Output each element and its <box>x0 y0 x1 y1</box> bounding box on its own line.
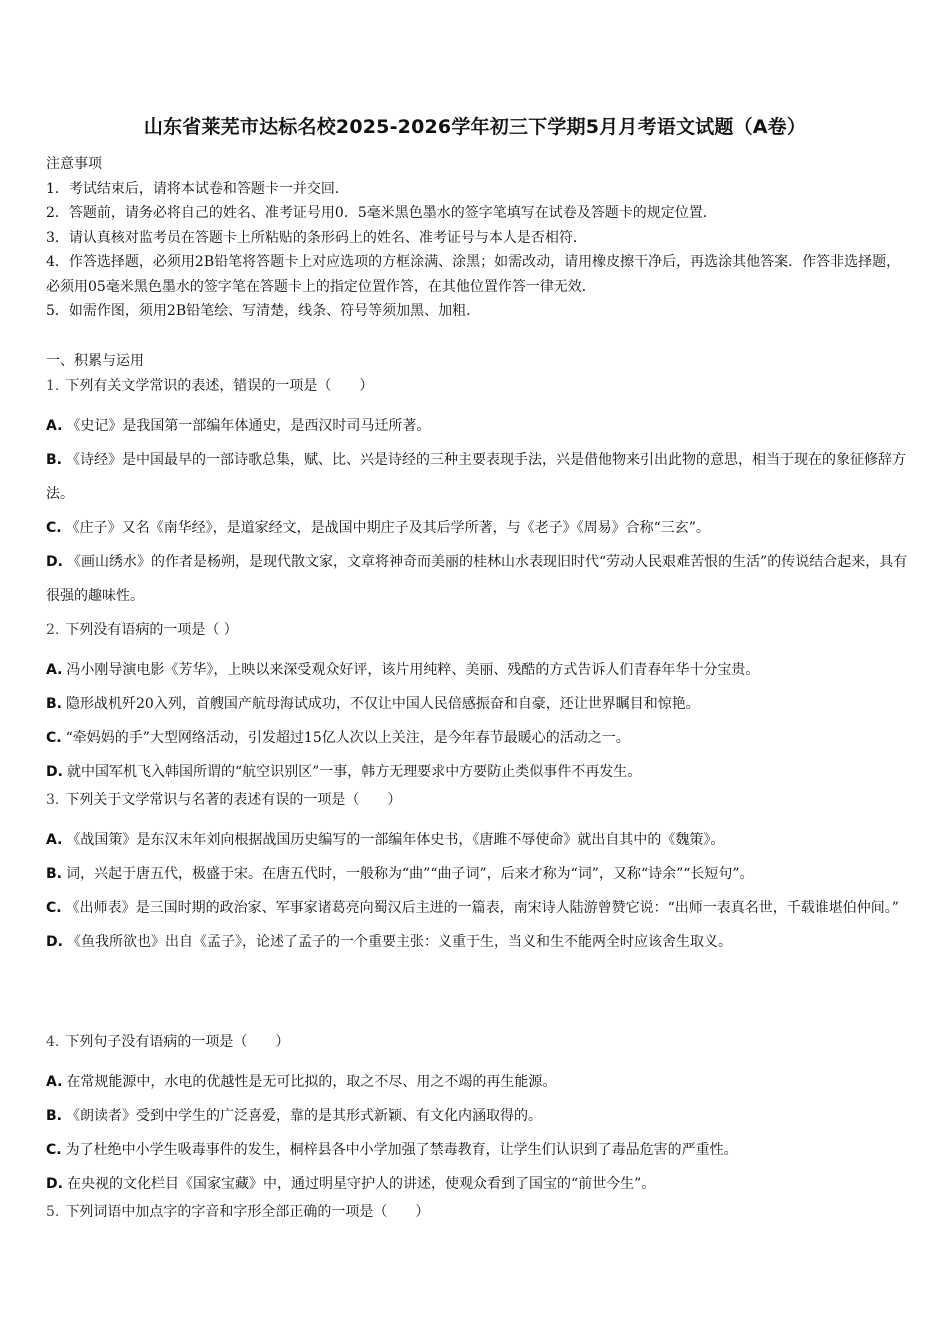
question-number: 1. <box>46 378 60 394</box>
option-label: A. <box>46 1074 63 1090</box>
question-stem <box>46 1201 908 1235</box>
option-label: D. <box>46 934 63 950</box>
option-label: A. <box>46 662 63 678</box>
option-text: 隐形战机歼20入列，首艘国产航母海试成功，不仅让中国人民倍感振奋和自豪，还让世界瞩目和惊艳。 <box>66 696 700 712</box>
question-text: 下列关于文学常识与名著的表述有误的一项是（ ） <box>65 792 402 808</box>
option-d <box>46 1167 908 1201</box>
question-number: 4. <box>46 1034 60 1050</box>
option-label: C. <box>46 900 62 916</box>
option-c <box>46 721 908 755</box>
option-label: D. <box>46 554 63 570</box>
question-number: 5. <box>46 1204 60 1220</box>
question-text: 下列词语中加点字的字音和字形全部正确的一项是（ ） <box>65 1204 430 1220</box>
question-3 <box>46 789 908 959</box>
notes-heading: 注意事项 <box>46 156 102 172</box>
section-title: 一、积累与运用 <box>46 353 144 369</box>
question-text: 下列有关文学常识的表述，错误的一项是（ ） <box>65 378 374 394</box>
option-text: 《史记》是我国第一部编年体通史，是西汉时司马迁所著。 <box>66 418 431 434</box>
option-label: B. <box>46 452 62 468</box>
option-text: 《诗经》是中国最早的一部诗歌总集，赋、比、兴是诗经的三种主要表现手法，兴是借他物来引出此物的意思，相当于现在的象征修辞方法。 <box>46 452 906 502</box>
question-2 <box>46 619 908 789</box>
question-1 <box>46 375 908 613</box>
question-4 <box>46 1031 908 1201</box>
option-label: B. <box>46 1108 62 1124</box>
option-c <box>46 891 908 925</box>
option-a <box>46 1065 908 1099</box>
option-text: 《庄子》又名《南华经》，是道家经文，是战国中期庄子及其后学所著，与《老子》《周易》合称“三玄”。 <box>65 520 710 536</box>
option-a <box>46 409 908 443</box>
question-stem <box>46 619 908 653</box>
option-text: 冯小刚导演电影《芳华》，上映以来深受观众好评，该片用纯粹、美丽、残酷的方式告诉人们青春年华十分宝贵。 <box>66 662 760 678</box>
option-d <box>46 925 908 959</box>
option-text: 词，兴起于唐五代，极盛于宋。在唐五代时，一般称为“曲”“曲子词”，后来才称为“词”，又称“诗余”“长短句”。 <box>66 866 754 882</box>
option-text: 《鱼我所欲也》出自《孟子》，论述了孟子的一个重要主张：义重于生，当义和生不能两全时应该舍生取义。 <box>66 934 732 950</box>
option-text: 《朗读者》受到中学生的广泛喜爱，靠的是其形式新颖、有文化内涵取得的。 <box>66 1108 542 1124</box>
question-stem <box>46 789 908 823</box>
option-label: A. <box>46 832 63 848</box>
note-item: 3．请认真核对监考员在答题卡上所粘贴的条形码上的姓名、准考证号与本人是否相符． <box>46 229 587 246</box>
option-d <box>46 545 908 613</box>
option-b <box>46 857 908 891</box>
note-item: 4．作答选择题，必须用2B铅笔将答题卡上对应选项的方框涂满、涂黑；如需改动，请用橡皮擦干净后，再选涂其他答案．作答非选择题，必须用05毫米黑色墨水的签字笔在答题卡上的指定位置作答，在其他位置作答一律无效． <box>46 254 901 295</box>
option-text: 为了杜绝中小学生吸毒事件的发生，桐梓县各中小学加强了禁毒教育，让学生们认识到了毒品危害的严重性。 <box>65 1142 738 1158</box>
option-label: C. <box>46 520 62 536</box>
page-title: 山东省莱芜市达标名校2025-2026学年初三下学期5月月考语文试题（A卷） <box>143 116 807 138</box>
question-number: 2. <box>46 622 60 638</box>
question-number: 3. <box>46 792 60 808</box>
option-text: 在央视的文化栏目《国家宝藏》中，通过明星守护人的讲述，使观众看到了国宝的“前世今生”。 <box>66 1176 656 1192</box>
option-d <box>46 755 908 789</box>
note-item: 1．考试结束后，请将本试卷和答题卡一并交回． <box>46 180 349 197</box>
option-b <box>46 1099 908 1133</box>
option-text: 在常规能源中，水电的优越性是无可比拟的，取之不尽、用之不竭的再生能源。 <box>66 1074 557 1090</box>
option-label: C. <box>46 730 62 746</box>
option-label: A. <box>46 418 63 434</box>
question-text: 下列句子没有语病的一项是（ ） <box>65 1034 290 1050</box>
question-5 <box>46 1201 908 1235</box>
option-label: B. <box>46 696 62 712</box>
note-item: 5．如需作图，须用2B铅笔绘、写清楚，线条、符号等须加黑、加粗． <box>46 303 481 319</box>
option-text: 就中国军机飞入韩国所谓的“航空识别区”一事，韩方无理要求中方要防止类似事件不再发生。 <box>66 764 642 780</box>
note-item: 2．答题前，请务必将自己的姓名、准考证号用0．5毫米黑色墨水的签字笔填写在试卷及答题卡的规定位置． <box>46 205 717 221</box>
option-label: D. <box>46 764 63 780</box>
option-b <box>46 443 908 511</box>
option-label: C. <box>46 1142 62 1158</box>
notes-section <box>46 152 906 324</box>
question-stem <box>46 375 908 409</box>
option-a <box>46 653 908 687</box>
option-a <box>46 823 908 857</box>
option-text: “牵妈妈的手”大型网络活动，引发超过15亿人次以上关注，是今年春节最暖心的活动之一。 <box>65 730 630 746</box>
option-text: 《画山绣水》的作者是杨朔，是现代散文家，文章将神奇而美丽的桂林山水表现旧时代“劳动人民艰难苦恨的生活”的传说结合起来，具有很强的趣味性。 <box>46 554 908 604</box>
option-c <box>46 1133 908 1167</box>
option-b <box>46 687 908 721</box>
option-c <box>46 511 908 545</box>
question-stem <box>46 1031 908 1065</box>
option-label: B. <box>46 866 62 882</box>
option-text: 《战国策》是东汉末年刘向根据战国历史编写的一部编年体史书，《唐雎不辱使命》就出自其中的《魏策》。 <box>66 832 725 848</box>
question-text: 下列没有语病的一项是（ ） <box>65 622 238 638</box>
option-label: D. <box>46 1176 63 1192</box>
option-text: 《出师表》是三国时期的政治家、军事家诸葛亮向蜀汉后主进的一篇表，南宋诗人陆游曾赞它说：“出师一表真名世，千载谁堪伯仲间。” <box>65 900 899 916</box>
